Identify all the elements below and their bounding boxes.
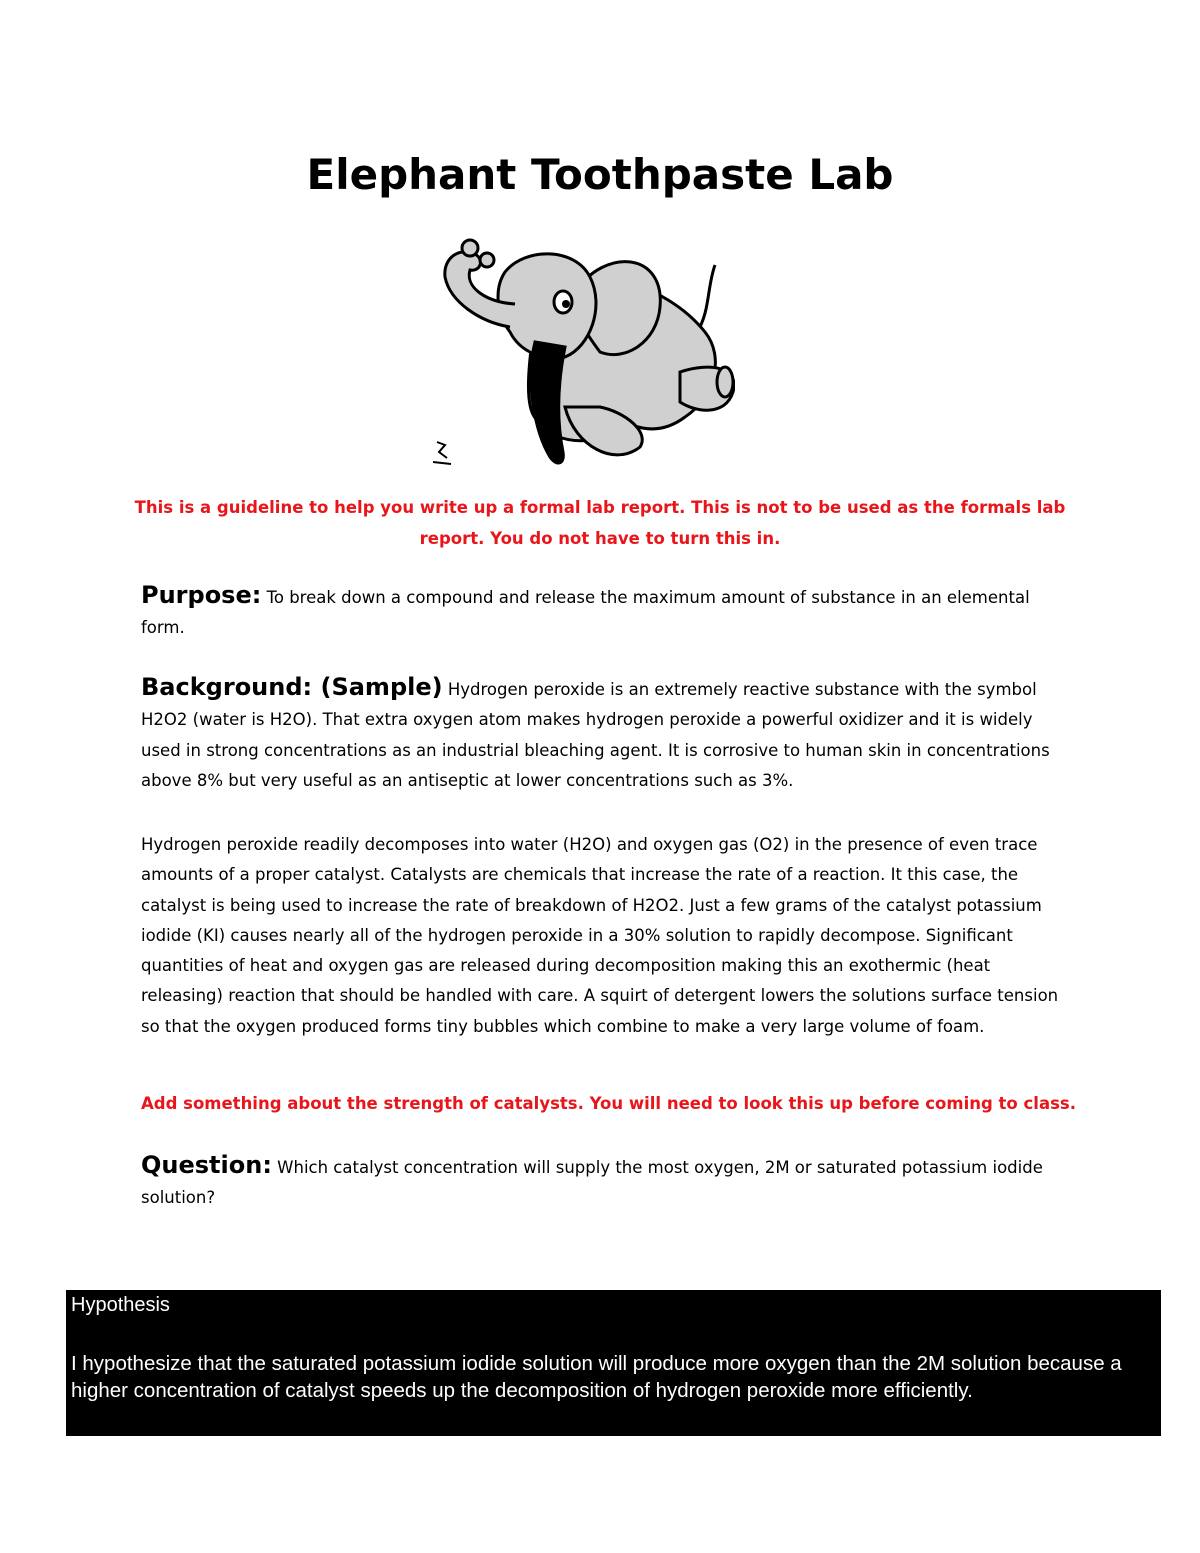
catalyst-note: Add something about the strength of catalysts. You will need to look this up before coming to class. <box>141 1094 1076 1113</box>
purpose-text: To break down a compound and release the maximum amount of substance in an elemental form. <box>141 588 1030 638</box>
hypothesis-title: Hypothesis <box>71 1294 170 1316</box>
hypothesis-box <box>66 1290 1161 1436</box>
question-label: Question: <box>141 1151 272 1179</box>
question-text: Which catalyst concentration will supply the most oxygen, 2M or saturated potassium iodide solution? <box>141 1158 1043 1208</box>
page-title: Elephant Toothpaste Lab <box>306 150 894 199</box>
background-paragraph-2: Hydrogen peroxide readily decomposes into water (H2O) and oxygen gas (O2) in the presence of even trace amounts of a proper catalyst. Catalysts are chemicals that increase the rate of a reaction. It this case, the catalyst is being used to increase the rate of breakdown of H2O2. Just a few grams of the catalyst potassium iodide (KI) causes nearly all of the hydrogen peroxide in a 30% solution to rapidly decompose. Significant quantities of heat and oxygen gas are released during decomposition making this an exothermic (heat releasing) reaction that should be handled with care. A squirt of detergent lowers the solutions surface tension so that the oxygen produced forms tiny bubbles which combine to make a very large volume of foam. <box>141 835 1059 1036</box>
purpose-section <box>141 580 1071 644</box>
guideline-notice: This is a guideline to help you write up a formal lab report. This is not to be used as the formals lab report. You do not have to turn this in. <box>134 498 1066 548</box>
background-section <box>141 672 1071 796</box>
question-section <box>141 1150 1071 1214</box>
elephant-illustration <box>425 232 735 477</box>
purpose-label: Purpose: <box>141 581 262 609</box>
background-label: Background: (Sample) <box>141 673 443 701</box>
background-text: Hydrogen peroxide is an extremely reactive substance with the symbol H2O2 (water is H2O). That extra oxygen atom makes hydrogen peroxide a powerful oxidizer and it is widely used in strong concentrations as an industrial bleaching agent. It is corrosive to human skin in concentrations above 8% but very useful as an antiseptic at lower concentrations such as 3%. <box>141 680 1050 790</box>
hypothesis-text: I hypothesize that the saturated potassium iodide solution will produce more oxygen than the 2M solution because a higher concentration of catalyst speeds up the decomposition of hydrogen peroxide more efficiently. <box>71 1352 1122 1402</box>
